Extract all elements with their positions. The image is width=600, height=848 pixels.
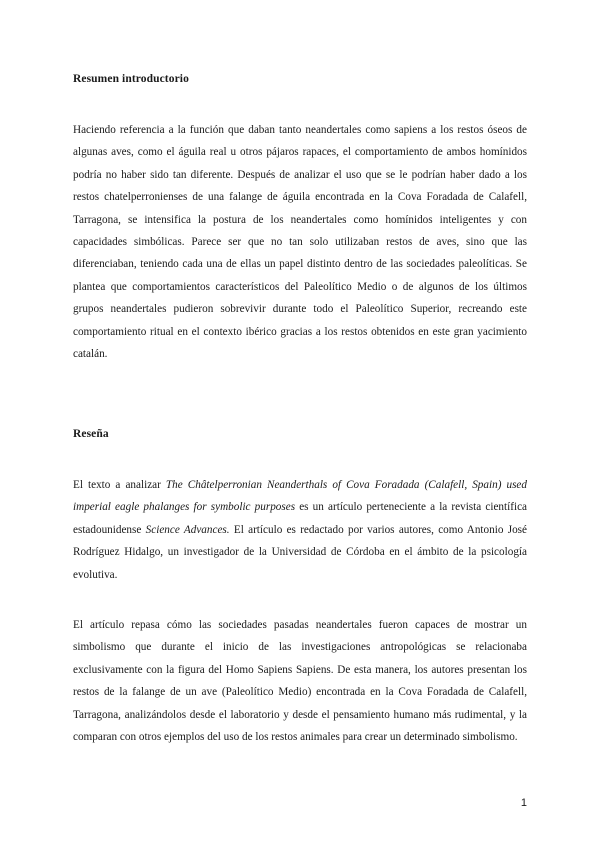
section-heading-resena: Reseña	[73, 428, 109, 440]
intro-text-2: es un artículo perteneciente a la revista científica estadounidense	[73, 501, 527, 536]
intro-text-3: El artículo es redactado por varios autores, como Antonio José Rodríguez Hidalgo, un investigador de la Universidad de Córdoba en el ámbito de la psicología evolutiva.	[73, 523, 527, 581]
paragraph-resena-body: El artículo repasa cómo las sociedades pasadas neandertales fueron capaces de mostrar un simbolismo que durante el inicio de las investigaciones antropológicas se relacionaba exclusivamente con la figura del Homo Sapiens Sapiens. De esta manera, los autores presentan los restos de la falange de un ave (Paleolítico Medio) encontrada en la Cova Foradada de Calafell, Tarragona, analizándolos desde el laboratorio y desde el pensamiento humano más rudimental, y la comparan con otros ejemplos del uso de los restos animales para crear un determinado simbolismo.	[73, 619, 527, 744]
article-title: The Châtelperronian Neanderthals of Cova Foradada (Calafell, Spain) used imperial eagle phalanges for symbolic purposes	[73, 479, 527, 514]
intro-text-1: El texto a analizar	[73, 479, 166, 491]
page-number: 1	[520, 797, 527, 809]
paragraph-resumen: Haciendo referencia a la función que daban tanto neandertales como sapiens a los restos óseos de algunas aves, como el águila real u otros pájaros rapaces, el comportamiento de ambos homínidos podría no haber sido tan diferente. Después de analizar el uso que se le podrían haber dado a los restos chatelperronienses de una falange de águila encontrada en la Cova Foradada de Calafell, Tarragona, se intensifica la postura de los neandertales como homínidos inteligentes y con capacidades simbólicas. Parece ser que no tan solo utilizaban restos de aves, sino que las diferenciaban, teniendo cada una de ellas un papel distinto dentro de las sociedades paleolíticas. Se plantea que comportamientos característicos del Paleolítico Medio o de algunos de los últimos grupos neandertales pudieron sobrevivir durante todo el Paleolítico Superior, recreando este comportamiento ritual en el contexto ibérico gracias a los restos obtenidos en este gran yacimiento catalán.	[73, 124, 527, 361]
journal-name: Science Advances.	[145, 523, 230, 536]
section-heading-resumen: Resumen introductorio	[73, 73, 189, 85]
paragraph-resena-intro	[73, 474, 527, 586]
